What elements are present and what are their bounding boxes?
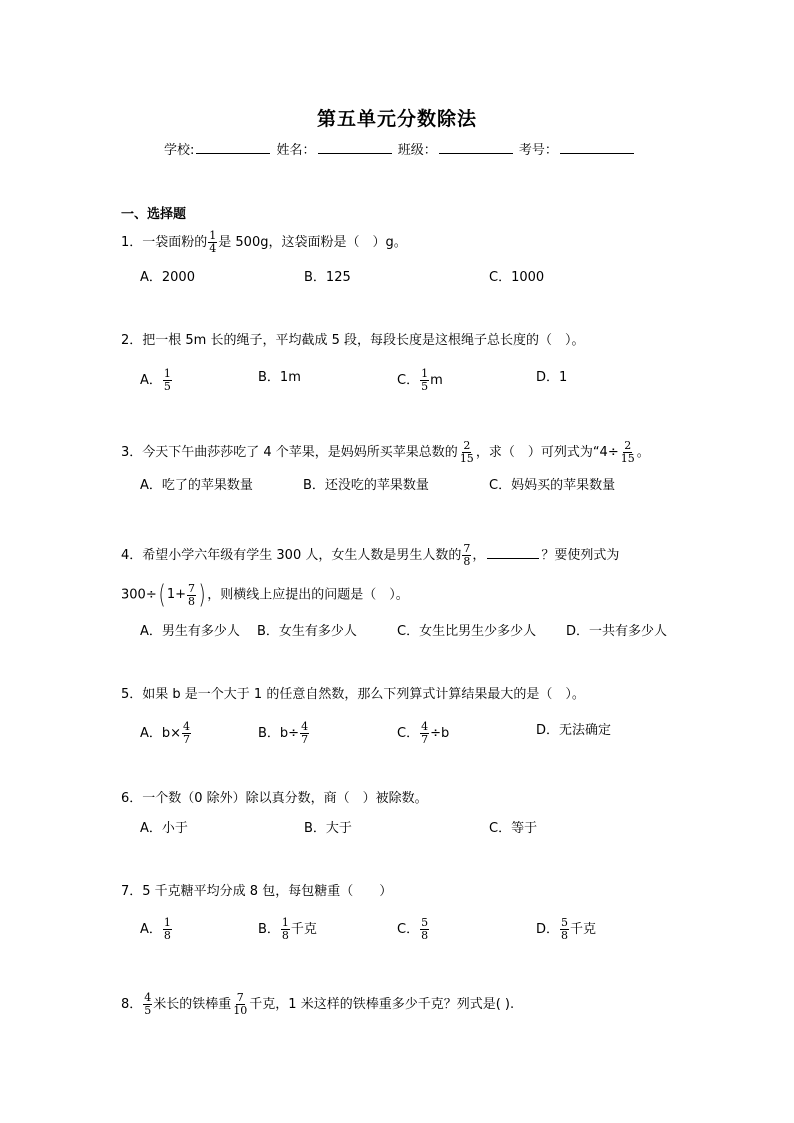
q3-text-c: 。 [636,445,650,460]
q7-d-prefix: D． [536,922,560,937]
q5-c-fraction [420,721,429,746]
q5-a-num: 4 [183,720,191,733]
q4-text-b: ， [472,548,486,563]
q5-a-den: 7 [183,733,191,746]
exam-no-blank[interactable] [560,141,634,154]
q5-b-fraction [300,721,309,746]
q6-option-a[interactable]: A．小于 [140,821,188,836]
q7-option-a[interactable] [140,917,173,942]
q7-b-prefix: B． [258,922,280,937]
q7-a-den: 8 [163,929,171,942]
q7-c-num: 5 [421,916,429,929]
question-1 [121,230,407,255]
q4-right-paren: ) [198,580,206,610]
q6-option-b[interactable]: B．大于 [304,821,352,836]
q3-frac-den: 15 [459,452,474,465]
q2-option-b[interactable]: B．1m [258,370,301,385]
q2-a-fraction [163,368,172,393]
q4-option-d[interactable]: D．一共有多少人 [566,624,668,639]
q4-left-paren: ( [158,580,166,610]
q8-frac-num: 4 [144,991,152,1004]
page-title: 第五单元分数除法 [316,108,477,130]
q4-frac-den: 8 [463,555,471,568]
q7-a-fraction [163,917,172,942]
q2-option-a[interactable] [140,368,173,393]
q5-option-b[interactable] [258,721,310,746]
q4-option-b[interactable]: B．女生有多少人 [257,624,357,639]
section-heading: 一、选择题 [121,207,187,222]
q7-option-b[interactable] [258,917,317,942]
q1-frac-den: 4 [209,242,217,255]
q7-option-c[interactable] [397,917,430,942]
q5-c-den: 7 [421,733,429,746]
q5-b-num: 4 [301,720,309,733]
q2-c-suffix: m [430,373,443,388]
q1-option-b[interactable]: B．125 [304,270,351,285]
exam-no-label: 考号： [518,143,558,158]
q5-c-suffix: ÷b [430,726,450,741]
q7-d-suffix: 千克 [570,922,597,937]
q8-fraction-2 [232,992,248,1017]
q2-option-d[interactable]: D．1 [536,370,568,385]
question-3 [121,440,650,465]
q2-a-prefix: A． [140,373,162,388]
q4-frac-num: 7 [463,542,471,555]
question-7: 7．5 千克糖平均分成 8 包，每包糖重（ ） [121,884,393,899]
q4-expr-den: 8 [188,594,196,608]
q7-d-fraction [560,917,569,942]
q1-text-a: 1．一袋面粉的 [121,235,208,250]
q4-expr-one: 1+ [166,587,187,602]
q4-option-a[interactable]: A．男生有多少人 [140,624,240,639]
q4-text-c: ？要使列式为 [541,548,620,563]
q3-text-a: 3．今天下午曲莎莎吃了 4 个苹果，是妈妈所买苹果总数的 [121,445,458,460]
q8-fraction [143,992,152,1017]
name-label: 姓名： [276,143,316,158]
q1-frac-num: 1 [209,229,217,242]
question-8 [121,992,514,1017]
q3-frac-num: 2 [463,439,471,452]
q8-text-a: 8． [121,997,143,1012]
q7-c-fraction [420,917,429,942]
q7-option-d[interactable] [536,917,596,942]
school-blank[interactable] [196,141,270,154]
q6-option-c[interactable]: C．等于 [489,821,538,836]
q7-c-den: 8 [421,929,429,942]
q7-b-num: 1 [281,916,289,929]
q8-text-c: 千克，1 米这样的铁棒重多少千克？列式是( ). [249,997,515,1012]
q4-expr-fraction [187,583,196,608]
q2-c-num: 1 [421,367,429,380]
q2-a-den: 5 [163,380,171,393]
q3-option-c[interactable]: C．妈妈买的苹果数量 [489,478,616,493]
q3-option-a[interactable]: A．吃了的苹果数量 [140,478,253,493]
q3-fraction [459,440,475,465]
q3-option-b[interactable]: B．还没吃的苹果数量 [303,478,429,493]
q7-b-fraction [281,917,290,942]
q2-a-num: 1 [163,367,171,380]
q4-fraction [462,543,471,568]
q2-c-den: 5 [421,380,429,393]
class-label: 班级： [397,143,437,158]
q4-text-a: 4．希望小学六年级有学生 300 人，女生人数是男生人数的 [121,548,462,563]
q7-c-prefix: C． [397,922,420,937]
q4-text-d: ，则横线上应提出的问题是（ ）。 [207,587,409,603]
name-blank[interactable] [318,141,392,154]
q1-option-c[interactable]: C．1000 [489,270,545,285]
q8-frac2-num: 7 [236,991,244,1004]
q5-b-prefix: B．b÷ [258,726,300,741]
q5-a-fraction [182,721,191,746]
q5-c-num: 4 [421,720,429,733]
q4-expr-num: 7 [188,581,196,595]
q4-paren-group [157,582,207,608]
question-4 [121,543,619,568]
student-info-line [164,139,636,158]
q1-option-a[interactable]: A．2000 [140,270,195,285]
q5-option-a[interactable] [140,721,192,746]
question-2: 2．把一根 5m 长的绳子，平均截成 5 段，每段长度是这根绳子总长度的（ ）。 [121,333,585,348]
q1-fraction [208,230,217,255]
q3-frac2-den: 15 [620,452,635,465]
q3-fraction-2 [620,440,636,465]
q2-c-fraction [420,368,429,393]
q8-frac2-den: 10 [233,1004,248,1017]
q2-c-prefix: C． [397,373,420,388]
q8-frac-den: 5 [144,1004,152,1017]
q7-a-prefix: A． [140,922,162,937]
q8-text-b: 米长的铁棒重 [153,997,232,1012]
question-5: 5．如果 b 是一个大于 1 的任意自然数，那么下列算式计算结果最大的是（ ）。 [121,687,585,702]
q4-option-c[interactable]: C．女生比男生少多少人 [397,624,537,639]
q5-option-c[interactable] [397,721,449,746]
school-label: 学校: [164,143,195,158]
q5-a-prefix: A．b× [140,726,182,741]
q7-b-suffix: 千克 [290,922,317,937]
q5-b-den: 7 [301,733,309,746]
q7-b-den: 8 [281,929,289,942]
q1-text-b: 是 500g，这袋面粉是（ ）g。 [218,235,407,250]
question-6: 6．一个数（0 除外）除以真分数，商（ ）被除数。 [121,791,428,806]
q3-frac2-num: 2 [624,439,632,452]
q5-c-prefix: C． [397,726,420,741]
q5-option-d[interactable]: D．无法确定 [536,723,612,738]
q4-expr-a: 300÷ [121,587,157,603]
q7-d-den: 8 [561,929,569,942]
q7-a-num: 1 [163,916,171,929]
q7-d-num: 5 [561,916,569,929]
q4-answer-blank[interactable] [487,546,539,559]
question-4-expression [121,582,409,608]
class-blank[interactable] [439,141,513,154]
q2-option-c[interactable] [397,368,443,393]
q3-text-b: ，求（ ）可列式为“4÷ [475,445,619,460]
